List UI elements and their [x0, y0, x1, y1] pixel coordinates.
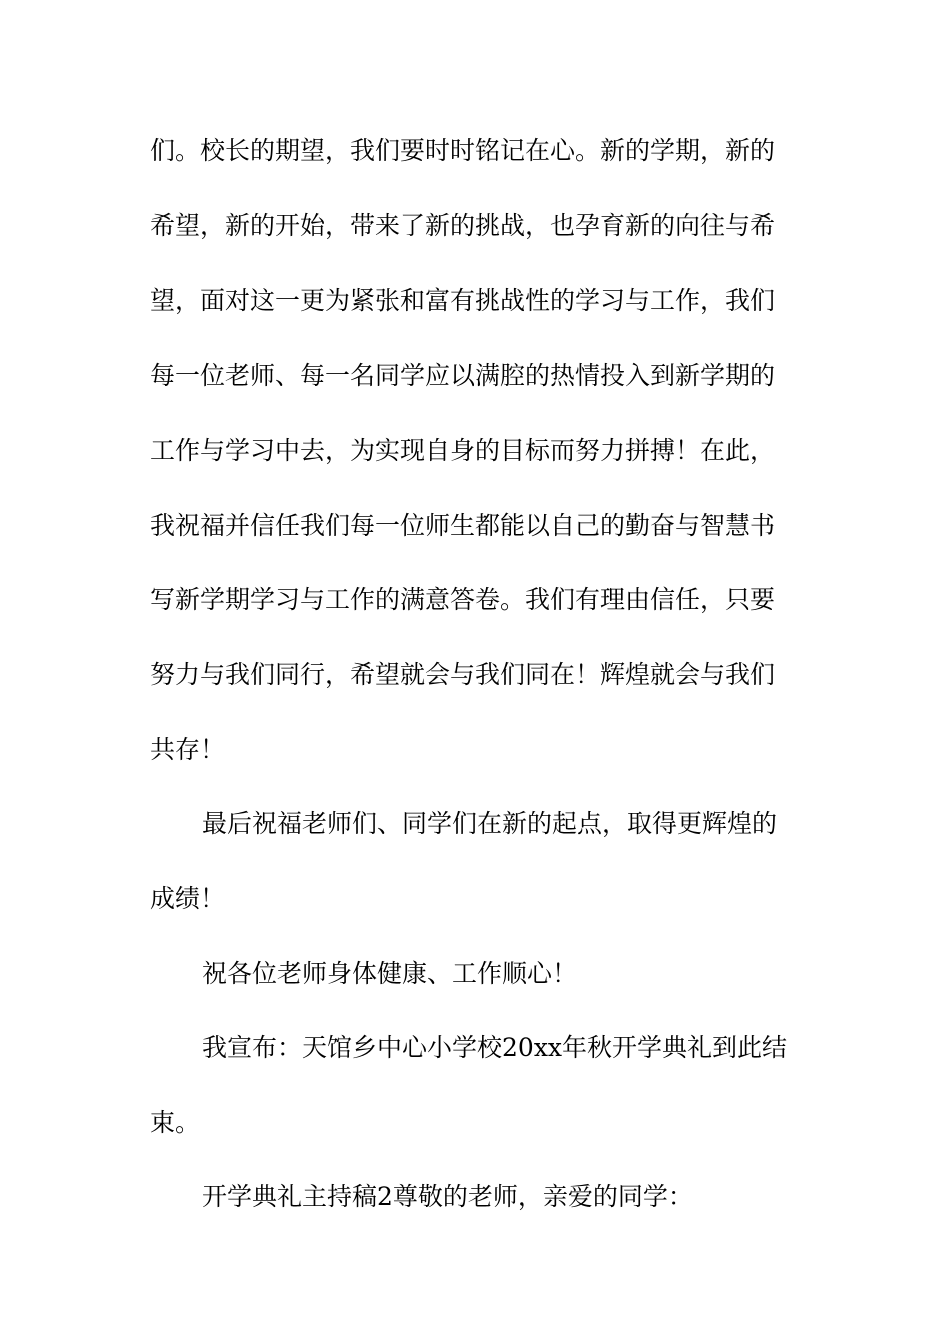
paragraph-first-line: 我宣布：天馆乡中心小学校20xx年秋开学典礼到此结: [202, 1033, 788, 1062]
text-line: 成绩！: [150, 884, 226, 913]
text-line: 每一位老师、每一名同学应以满腔的热情投入到新学期的: [150, 361, 776, 390]
text-line: 望，面对这一更为紧张和富有挑战性的学习与工作，我们: [150, 286, 776, 315]
text-line: 共存！: [150, 735, 226, 764]
text-line: 努力与我们同行，希望就会与我们同在！辉煌就会与我们: [150, 660, 776, 689]
text-line: 工作与学习中去，为实现自身的目标而努力拼搏！在此，: [150, 436, 776, 465]
paragraph-first-line: 最后祝福老师们、同学们在新的起点，取得更辉煌的: [202, 809, 778, 838]
text-line: 写新学期学习与工作的满意答卷。我们有理由信任，只要: [150, 585, 776, 614]
text-line: 我祝福并信任我们每一位师生都能以自己的勤奋与智慧书: [150, 511, 776, 540]
text-line: 希望，新的开始，带来了新的挑战，也孕育新的向往与希: [150, 211, 776, 240]
paragraph-first-line: 开学典礼主持稿2尊敬的老师，亲爱的同学：: [202, 1182, 693, 1211]
text-line: 束。: [150, 1108, 201, 1137]
text-line: 们。校长的期望，我们要时时铭记在心。新的学期，新的: [150, 136, 776, 165]
paragraph-first-line: 祝各位老师身体健康、工作顺心！: [202, 959, 578, 988]
